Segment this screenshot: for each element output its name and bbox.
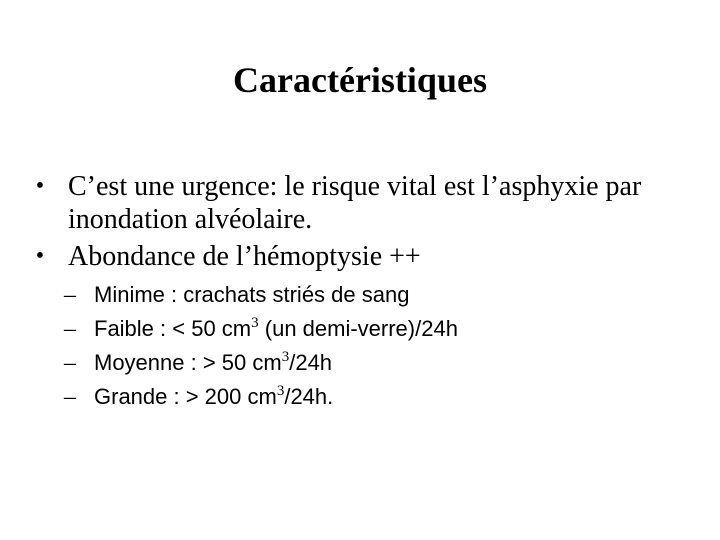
sub-bullet-faible (64, 312, 700, 346)
page-title: Caractéristiques (233, 60, 487, 100)
superscript: 3 (281, 349, 290, 365)
sub-bullet-text-start: Grande : > 200 cm (94, 384, 277, 409)
sub-bullet-text-start: Faible : < 50 cm (94, 316, 252, 341)
dash-icon: – (64, 350, 76, 376)
dash-icon: – (64, 282, 76, 308)
bullet-icon: • (35, 243, 45, 269)
bullet-icon: • (35, 173, 45, 199)
dash-icon: – (64, 384, 76, 410)
superscript: 3 (276, 383, 285, 399)
sub-bullet-moyenne (64, 346, 700, 380)
bullet-text-urgence: C’est une urgence: le risque vital est l’asphyxie par inondation alvéolaire. (68, 171, 642, 235)
superscript: 3 (251, 315, 259, 331)
bullet-list (30, 170, 700, 418)
sub-bullet-list (64, 278, 700, 414)
dash-icon: – (64, 316, 76, 342)
sub-bullet-text-end: (un demi-verre)/24h (258, 316, 458, 341)
sub-bullet-text: Minime : crachats striés de sang (94, 282, 410, 307)
bullet-item-urgence (30, 170, 700, 236)
sub-bullet-text-end: /24h. (284, 384, 334, 409)
sub-bullet-text-end: /24h (289, 350, 333, 375)
sub-bullet-grande (64, 380, 700, 414)
sub-bullet-text-start: Moyenne : > 50 cm (94, 350, 282, 375)
bullet-text-abondance: Abondance de l’hémoptysie ++ (68, 241, 421, 272)
sub-bullet-minime (64, 278, 700, 312)
bullet-item-abondance (30, 240, 700, 414)
